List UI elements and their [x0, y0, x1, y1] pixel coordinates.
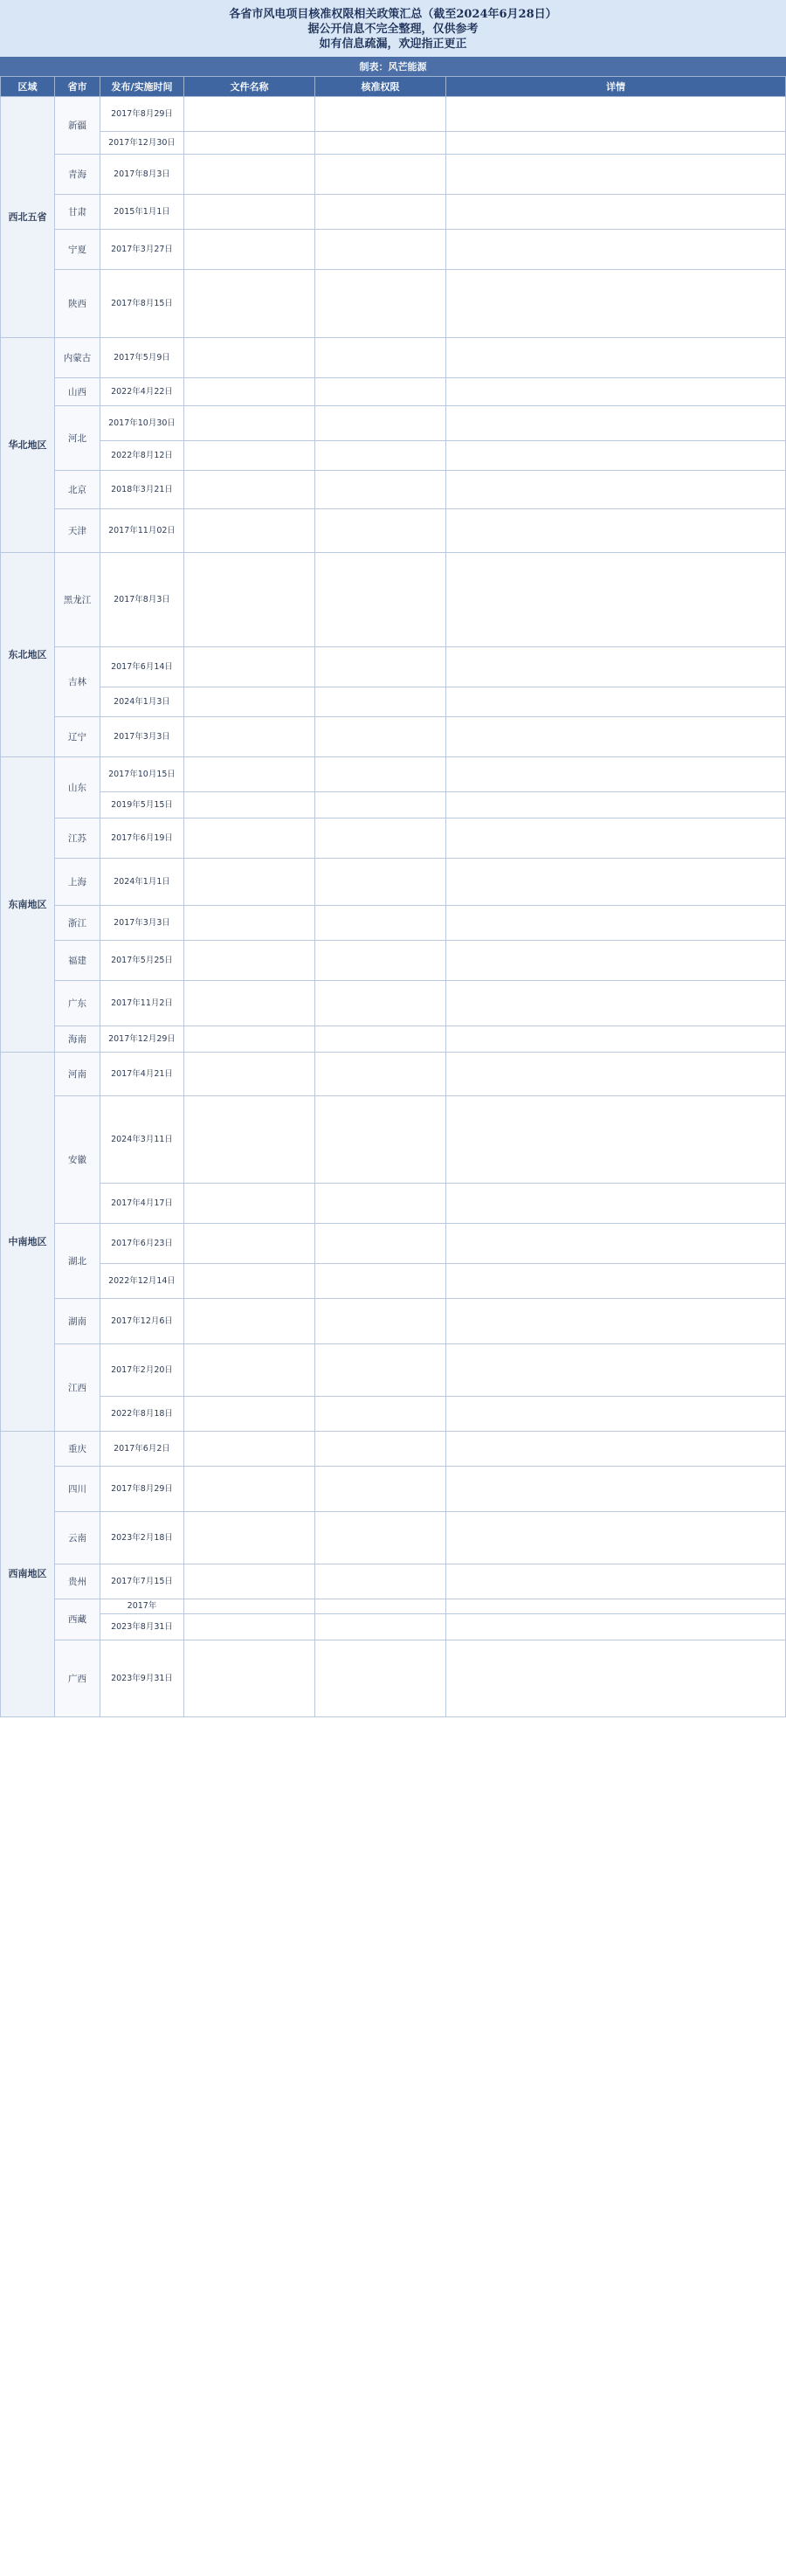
date-cell: 2023年9月31日	[100, 1640, 184, 1717]
province-cell: 上海	[55, 859, 100, 906]
date-cell: 2017年11月02日	[100, 509, 184, 553]
header-detail: 详情	[446, 77, 786, 97]
region-cell: 华北地区	[1, 338, 55, 553]
file-cell	[184, 132, 315, 155]
detail-cell	[446, 1184, 786, 1224]
date-cell: 2017年7月15日	[100, 1564, 184, 1599]
authority-cell	[315, 1053, 446, 1096]
authority-cell	[315, 1564, 446, 1599]
file-cell	[184, 717, 315, 757]
authority-cell	[315, 1096, 446, 1184]
detail-cell	[446, 195, 786, 230]
province-cell: 江苏	[55, 818, 100, 859]
detail-cell	[446, 1397, 786, 1432]
province-cell: 吉林	[55, 647, 100, 717]
region-cell: 东南地区	[1, 757, 55, 1053]
detail-cell	[446, 647, 786, 687]
date-cell: 2017年6月14日	[100, 647, 184, 687]
province-cell: 北京	[55, 471, 100, 509]
detail-cell	[446, 378, 786, 406]
province-cell: 四川	[55, 1467, 100, 1512]
province-cell: 天津	[55, 509, 100, 553]
table-row	[1, 1026, 786, 1053]
date-cell: 2017年8月29日	[100, 97, 184, 132]
detail-cell	[446, 717, 786, 757]
detail-cell	[446, 155, 786, 195]
file-cell	[184, 406, 315, 441]
date-cell: 2017年11月2日	[100, 981, 184, 1026]
detail-cell	[446, 1599, 786, 1614]
authority-cell	[315, 1432, 446, 1467]
province-cell: 山西	[55, 378, 100, 406]
table-row	[1, 1053, 786, 1096]
table-body	[1, 97, 786, 1717]
authority-cell	[315, 270, 446, 338]
date-cell: 2017年12月29日	[100, 1026, 184, 1053]
date-cell: 2023年8月31日	[100, 1614, 184, 1640]
table-row	[1, 509, 786, 553]
province-cell: 青海	[55, 155, 100, 195]
detail-cell	[446, 1432, 786, 1467]
authority-cell	[315, 1512, 446, 1564]
table-row	[1, 270, 786, 338]
detail-cell	[446, 818, 786, 859]
table-row	[1, 1397, 786, 1432]
table-row	[1, 1640, 786, 1717]
region-cell: 西北五省	[1, 97, 55, 338]
date-cell: 2018年3月21日	[100, 471, 184, 509]
file-cell	[184, 1344, 315, 1397]
table-row	[1, 195, 786, 230]
file-cell	[184, 647, 315, 687]
title-band	[0, 0, 786, 57]
province-cell: 新疆	[55, 97, 100, 155]
file-cell	[184, 97, 315, 132]
table-row	[1, 981, 786, 1026]
province-cell: 湖南	[55, 1299, 100, 1344]
detail-cell	[446, 97, 786, 132]
table-header-row	[1, 77, 786, 97]
authority-cell	[315, 378, 446, 406]
file-cell	[184, 757, 315, 792]
province-cell: 西藏	[55, 1599, 100, 1640]
detail-cell	[446, 406, 786, 441]
detail-cell	[446, 509, 786, 553]
file-cell	[184, 1432, 315, 1467]
file-cell	[184, 1096, 315, 1184]
province-cell: 黑龙江	[55, 553, 100, 647]
region-cell: 西南地区	[1, 1432, 55, 1717]
province-cell: 内蒙古	[55, 338, 100, 378]
authority-cell	[315, 1614, 446, 1640]
header-region: 区域	[1, 77, 55, 97]
authority-cell	[315, 195, 446, 230]
date-cell: 2024年3月11日	[100, 1096, 184, 1184]
authority-cell	[315, 941, 446, 981]
date-cell: 2022年8月18日	[100, 1397, 184, 1432]
detail-cell	[446, 1053, 786, 1096]
table-row	[1, 1264, 786, 1299]
authority-cell	[315, 906, 446, 941]
authority-cell	[315, 338, 446, 378]
file-cell	[184, 1614, 315, 1640]
date-cell: 2017年6月19日	[100, 818, 184, 859]
province-cell: 辽宁	[55, 717, 100, 757]
date-cell: 2023年2月18日	[100, 1512, 184, 1564]
file-cell	[184, 1299, 315, 1344]
table-row	[1, 132, 786, 155]
province-cell: 重庆	[55, 1432, 100, 1467]
date-cell: 2017年12月30日	[100, 132, 184, 155]
province-cell: 海南	[55, 1026, 100, 1053]
detail-cell	[446, 132, 786, 155]
detail-cell	[446, 270, 786, 338]
detail-cell	[446, 1640, 786, 1717]
detail-cell	[446, 1264, 786, 1299]
file-cell	[184, 155, 315, 195]
title-note-2: 如有信息疏漏，欢迎指正更正	[319, 38, 467, 51]
date-cell: 2017年10月30日	[100, 406, 184, 441]
file-cell	[184, 1184, 315, 1224]
date-cell: 2017年8月3日	[100, 553, 184, 647]
date-cell: 2017年10月15日	[100, 757, 184, 792]
file-cell	[184, 1599, 315, 1614]
region-cell: 东北地区	[1, 553, 55, 757]
authority-cell	[315, 1640, 446, 1717]
table-row	[1, 1512, 786, 1564]
date-cell: 2017年3月27日	[100, 230, 184, 270]
table-row	[1, 859, 786, 906]
file-cell	[184, 1224, 315, 1264]
file-cell	[184, 230, 315, 270]
table-row	[1, 378, 786, 406]
file-cell	[184, 1397, 315, 1432]
date-cell: 2024年1月1日	[100, 859, 184, 906]
province-cell: 安徽	[55, 1096, 100, 1224]
authority-cell	[315, 1264, 446, 1299]
file-cell	[184, 1467, 315, 1512]
authority-cell	[315, 97, 446, 132]
file-cell	[184, 1053, 315, 1096]
date-cell: 2017年5月9日	[100, 338, 184, 378]
detail-cell	[446, 1096, 786, 1184]
authority-cell	[315, 441, 446, 471]
table-row	[1, 647, 786, 687]
authority-cell	[315, 687, 446, 717]
table-row	[1, 230, 786, 270]
authority-cell	[315, 471, 446, 509]
province-cell: 陕西	[55, 270, 100, 338]
file-cell	[184, 378, 315, 406]
authority-cell	[315, 509, 446, 553]
detail-cell	[446, 1564, 786, 1599]
table-row	[1, 906, 786, 941]
table-row	[1, 441, 786, 471]
detail-cell	[446, 553, 786, 647]
authority-cell	[315, 1467, 446, 1512]
authority-cell	[315, 1299, 446, 1344]
date-cell: 2015年1月1日	[100, 195, 184, 230]
table-row	[1, 1564, 786, 1599]
header-province: 省市	[55, 77, 100, 97]
detail-cell	[446, 941, 786, 981]
file-cell	[184, 195, 315, 230]
file-cell	[184, 1640, 315, 1717]
province-cell: 广东	[55, 981, 100, 1026]
authority-cell	[315, 981, 446, 1026]
date-cell: 2022年8月12日	[100, 441, 184, 471]
detail-cell	[446, 1467, 786, 1512]
authority-cell	[315, 155, 446, 195]
table-row	[1, 471, 786, 509]
date-cell: 2022年4月22日	[100, 378, 184, 406]
policy-table	[0, 76, 786, 1717]
authority-cell	[315, 406, 446, 441]
province-cell: 广西	[55, 1640, 100, 1717]
authority-cell	[315, 132, 446, 155]
date-cell: 2017年12月6日	[100, 1299, 184, 1344]
file-cell	[184, 338, 315, 378]
table-row	[1, 757, 786, 792]
province-cell: 宁夏	[55, 230, 100, 270]
table-row	[1, 717, 786, 757]
province-cell: 贵州	[55, 1564, 100, 1599]
date-cell: 2017年2月20日	[100, 1344, 184, 1397]
detail-cell	[446, 230, 786, 270]
table-row	[1, 687, 786, 717]
table-row	[1, 818, 786, 859]
table-row	[1, 553, 786, 647]
province-cell: 湖北	[55, 1224, 100, 1299]
date-cell: 2022年12月14日	[100, 1264, 184, 1299]
table-row	[1, 1432, 786, 1467]
table-row	[1, 1299, 786, 1344]
province-cell: 云南	[55, 1512, 100, 1564]
detail-cell	[446, 1344, 786, 1397]
authority-cell	[315, 792, 446, 818]
file-cell	[184, 509, 315, 553]
file-cell	[184, 1026, 315, 1053]
detail-cell	[446, 471, 786, 509]
date-cell: 2017年4月21日	[100, 1053, 184, 1096]
detail-cell	[446, 1614, 786, 1640]
file-cell	[184, 471, 315, 509]
file-cell	[184, 687, 315, 717]
file-cell	[184, 1264, 315, 1299]
date-cell: 2017年	[100, 1599, 184, 1614]
file-cell	[184, 981, 315, 1026]
file-cell	[184, 941, 315, 981]
detail-cell	[446, 441, 786, 471]
table-row	[1, 1184, 786, 1224]
detail-cell	[446, 981, 786, 1026]
table-row	[1, 1096, 786, 1184]
province-cell: 福建	[55, 941, 100, 981]
date-cell: 2017年3月3日	[100, 906, 184, 941]
header-date: 发布/实施时间	[100, 77, 184, 97]
province-cell: 河南	[55, 1053, 100, 1096]
table-row	[1, 1467, 786, 1512]
authority-cell	[315, 717, 446, 757]
table-row	[1, 338, 786, 378]
date-cell: 2017年5月25日	[100, 941, 184, 981]
table-row	[1, 1614, 786, 1640]
authority-cell	[315, 859, 446, 906]
province-cell: 山东	[55, 757, 100, 818]
province-cell: 河北	[55, 406, 100, 471]
authority-cell	[315, 230, 446, 270]
date-cell: 2017年3月3日	[100, 717, 184, 757]
date-cell: 2024年1月3日	[100, 687, 184, 717]
file-cell	[184, 906, 315, 941]
detail-cell	[446, 687, 786, 717]
detail-cell	[446, 1299, 786, 1344]
authority-cell	[315, 1397, 446, 1432]
detail-cell	[446, 859, 786, 906]
title-note: 据公开信息不完全整理，仅供参考	[307, 23, 479, 36]
date-cell: 2017年4月17日	[100, 1184, 184, 1224]
authority-cell	[315, 757, 446, 792]
date-cell: 2019年5月15日	[100, 792, 184, 818]
file-cell	[184, 553, 315, 647]
province-cell: 甘肃	[55, 195, 100, 230]
authority-cell	[315, 1224, 446, 1264]
region-cell: 中南地区	[1, 1053, 55, 1432]
date-cell: 2017年6月2日	[100, 1432, 184, 1467]
authority-cell	[315, 647, 446, 687]
authority-cell	[315, 1344, 446, 1397]
header-file: 文件名称	[184, 77, 315, 97]
table-row	[1, 1344, 786, 1397]
file-cell	[184, 1564, 315, 1599]
table-row	[1, 1224, 786, 1264]
date-cell: 2017年8月3日	[100, 155, 184, 195]
authority-cell	[315, 818, 446, 859]
file-cell	[184, 270, 315, 338]
table-row	[1, 792, 786, 818]
header-authority: 核准权限	[315, 77, 446, 97]
date-cell: 2017年6月23日	[100, 1224, 184, 1264]
detail-cell	[446, 757, 786, 792]
file-cell	[184, 792, 315, 818]
authority-cell	[315, 553, 446, 647]
file-cell	[184, 1512, 315, 1564]
detail-cell	[446, 792, 786, 818]
authority-cell	[315, 1599, 446, 1614]
table-row	[1, 941, 786, 981]
authority-cell	[315, 1184, 446, 1224]
title-main: 各省市风电项目核准权限相关政策汇总（截至2024年6月28日）	[229, 8, 557, 21]
table-row	[1, 155, 786, 195]
province-cell: 江西	[55, 1344, 100, 1432]
maker-band: 制表：风芒能源	[0, 57, 786, 76]
detail-cell	[446, 338, 786, 378]
table-row	[1, 406, 786, 441]
province-cell: 浙江	[55, 906, 100, 941]
detail-cell	[446, 1512, 786, 1564]
date-cell: 2017年8月15日	[100, 270, 184, 338]
detail-cell	[446, 906, 786, 941]
detail-cell	[446, 1224, 786, 1264]
table-row	[1, 97, 786, 132]
file-cell	[184, 859, 315, 906]
file-cell	[184, 441, 315, 471]
detail-cell	[446, 1026, 786, 1053]
file-cell	[184, 818, 315, 859]
authority-cell	[315, 1026, 446, 1053]
table-row	[1, 1599, 786, 1614]
date-cell: 2017年8月29日	[100, 1467, 184, 1512]
